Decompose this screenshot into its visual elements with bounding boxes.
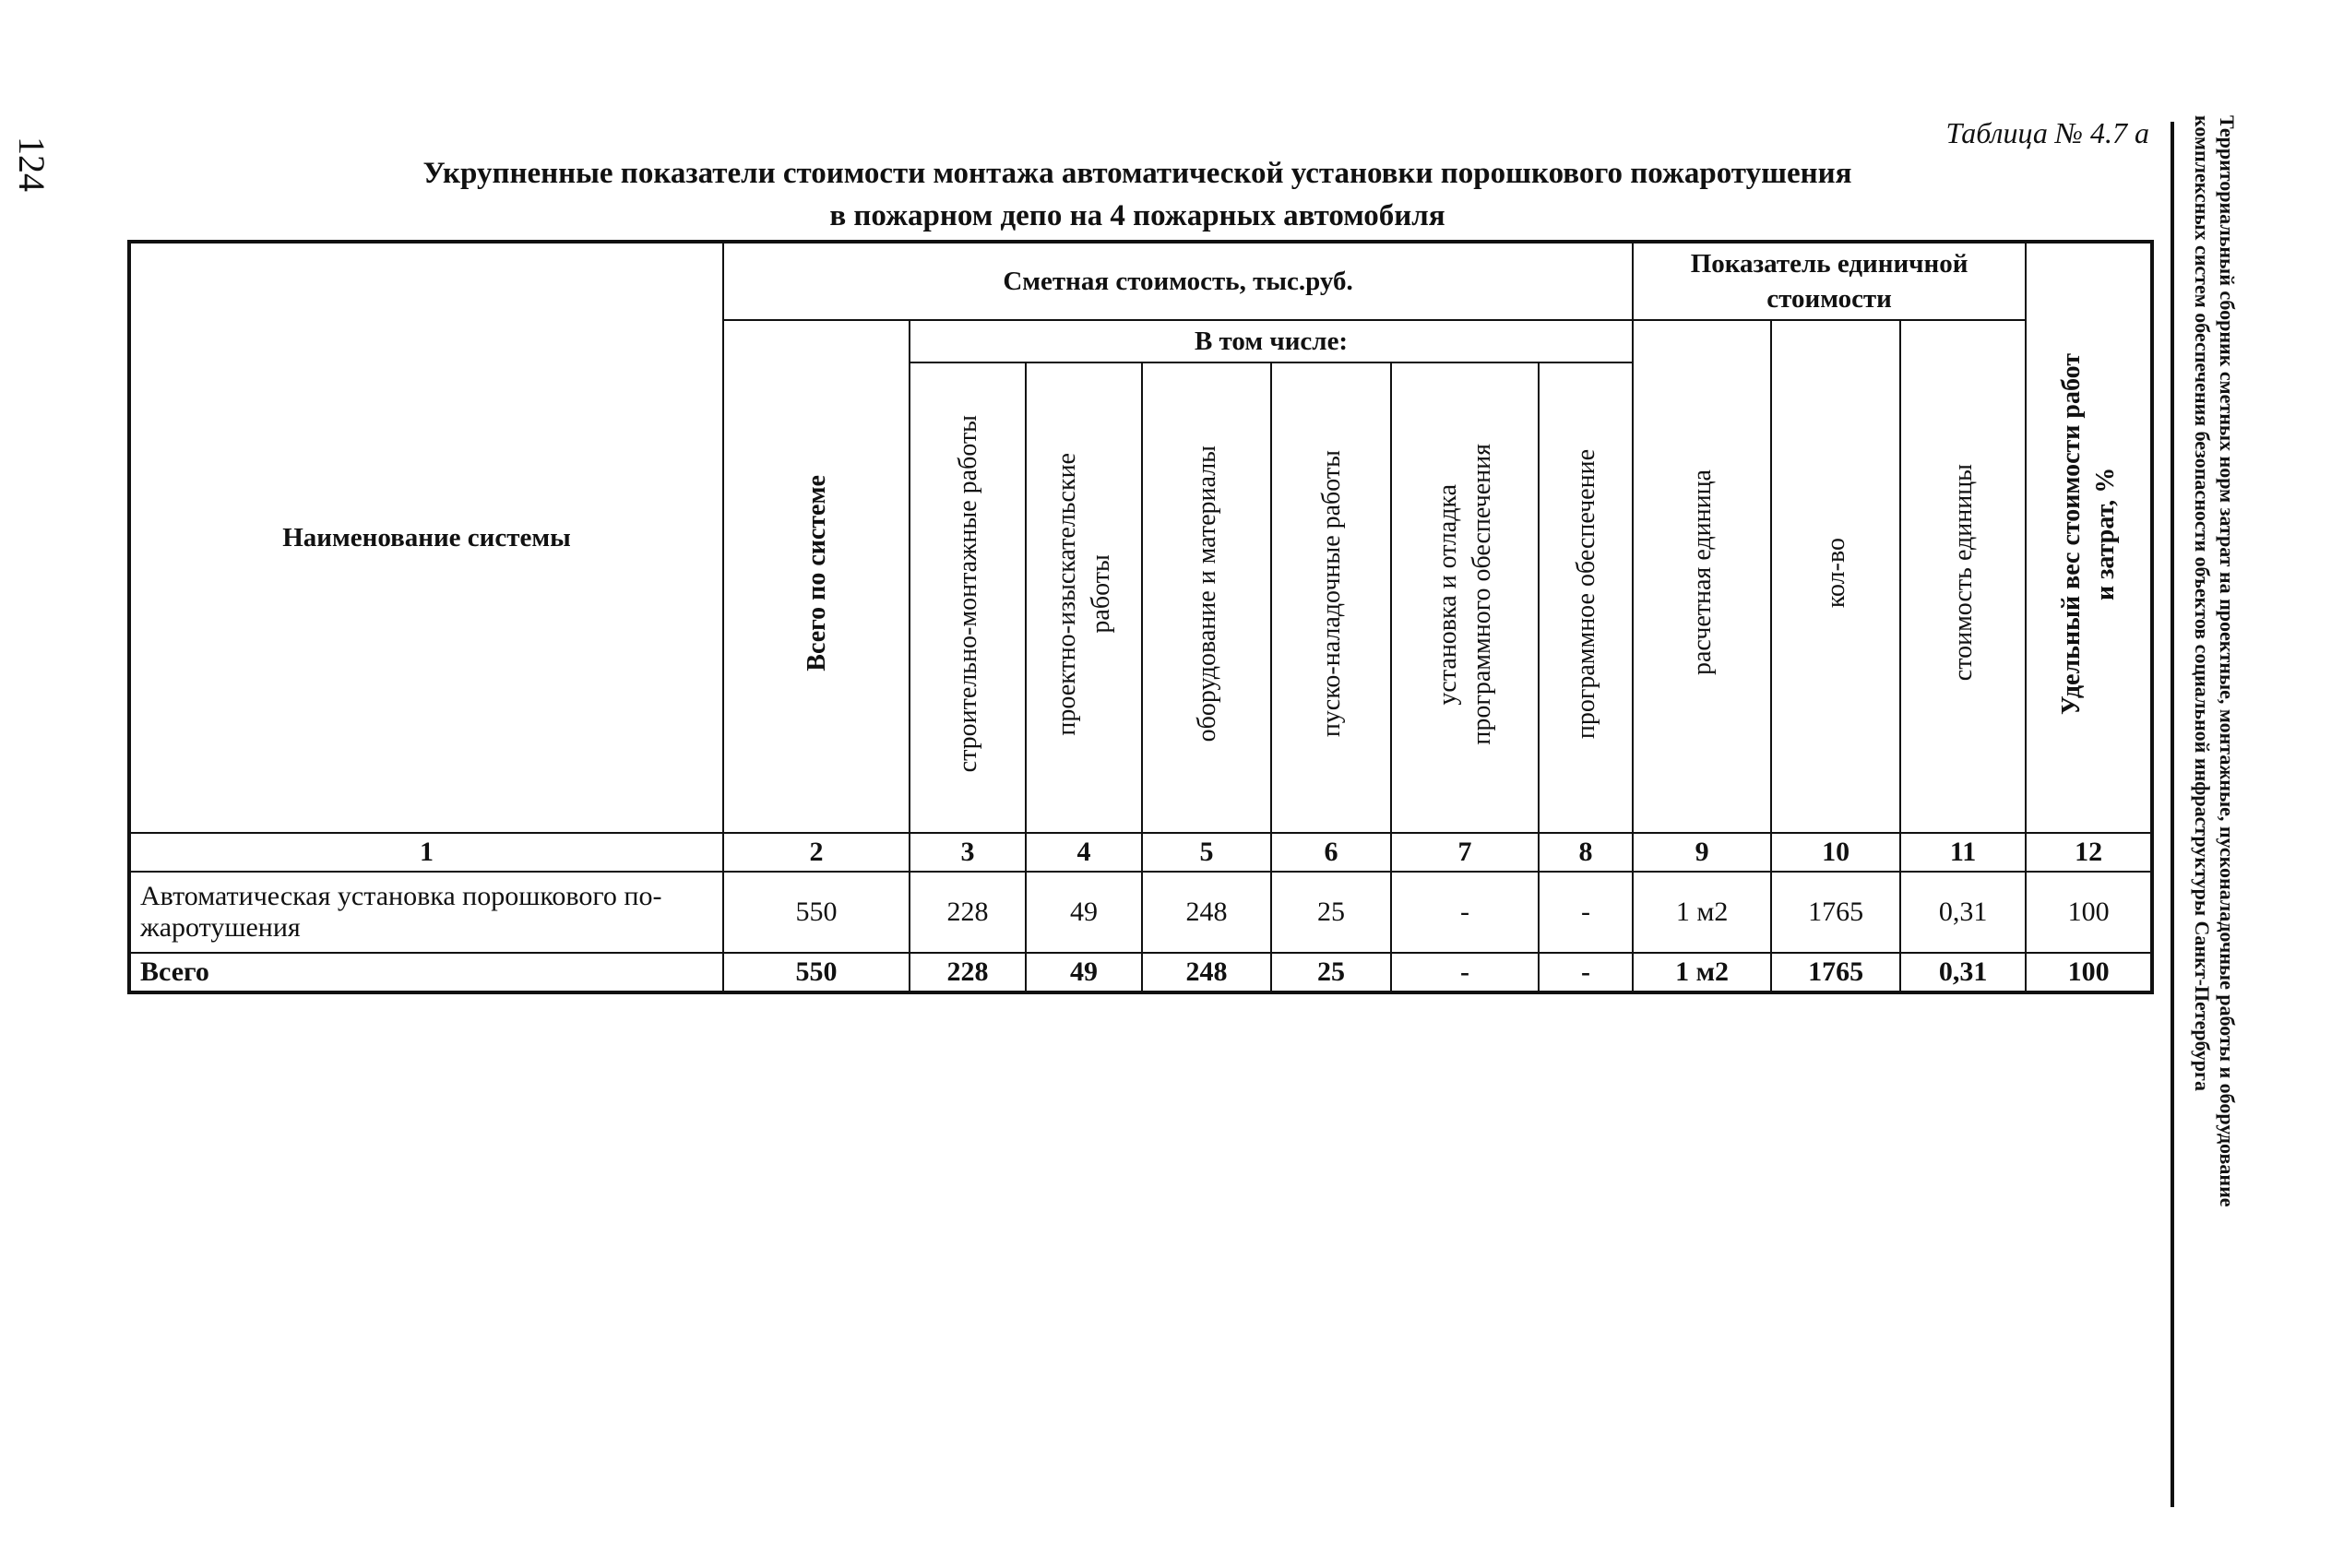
header-design-survey-line-2: работы — [1087, 554, 1115, 634]
total-cell: 550 — [723, 953, 910, 992]
title-line-2: в пожарном депо на 4 пожарных автомобиля — [829, 199, 1445, 232]
system-name-cell — [129, 872, 723, 953]
side-header — [2190, 115, 2240, 1471]
header-total-by-system-text: Всего по системе — [802, 474, 831, 671]
column-number: 4 — [1026, 833, 1142, 872]
table-cell: 25 — [1271, 872, 1391, 953]
header-software-setup-text — [1431, 444, 1499, 745]
column-number: 11 — [1900, 833, 2026, 872]
header-unit-indicator-line-1: Показатель единичной — [1690, 249, 1968, 279]
column-number: 9 — [1633, 833, 1771, 872]
header-unit-indicator — [1633, 242, 2026, 320]
header-unit-cost-text: стоимость единицы — [1948, 464, 1978, 682]
header-system-name: Наименование системы — [129, 242, 723, 833]
header-software-setup — [1391, 362, 1539, 833]
header-commissioning — [1271, 362, 1391, 833]
system-name-line-1: Автоматическая установка порошкового по- — [140, 881, 662, 911]
total-cell: 100 — [2026, 953, 2152, 992]
header-design-survey — [1026, 362, 1142, 833]
column-number: 3 — [910, 833, 1026, 872]
total-row — [129, 953, 2152, 992]
column-number: 7 — [1391, 833, 1539, 872]
total-cell: 49 — [1026, 953, 1142, 992]
header-row-1 — [129, 242, 2152, 320]
page-title — [127, 152, 2147, 237]
header-design-survey-text — [1050, 453, 1118, 736]
column-number: 5 — [1142, 833, 1271, 872]
side-header-line-2: комплексных систем обеспечения безопасности объектов социальной инфраструктуры Санкт-Петербурга — [2191, 115, 2214, 1091]
header-equipment-materials — [1142, 362, 1271, 833]
system-name-line-2: жаротушения — [140, 912, 301, 943]
cost-table — [127, 240, 2154, 994]
table-cell: 100 — [2026, 872, 2152, 953]
column-number: 1 — [129, 833, 723, 872]
page-number: 124 — [11, 137, 53, 192]
header-specific-weight-line-2: и затрат, % — [2091, 467, 2121, 601]
table-label: Таблица № 4.7 а — [1945, 116, 2149, 149]
side-rule — [2171, 122, 2174, 1507]
header-including: В том числе: — [910, 320, 1633, 362]
total-cell: - — [1391, 953, 1539, 992]
total-cell: - — [1539, 953, 1633, 992]
table-cell: 0,31 — [1900, 872, 2026, 953]
total-cell: 25 — [1271, 953, 1391, 992]
header-estimated-cost: Сметная стоимость, тыс.руб. — [723, 242, 1633, 320]
header-calc-unit-text: расчетная единица — [1687, 469, 1717, 676]
side-header-line-1: Территориальный сборник сметных норм затрат на проектные, монтажные, пусконаладочные работы и оборудование — [2216, 115, 2239, 1207]
header-specific-weight — [2026, 242, 2152, 833]
header-specific-weight-line-1: Удельный вес стоимости работ — [2057, 353, 2087, 715]
header-equipment-materials-text: оборудование и материалы — [1192, 445, 1221, 742]
total-cell: 0,31 — [1900, 953, 2026, 992]
header-software — [1539, 362, 1633, 833]
header-commissioning-text: пуско-наладочные работы — [1316, 450, 1346, 738]
table-cell: 49 — [1026, 872, 1142, 953]
header-construction-installation-text: строительно-монтажные работы — [953, 415, 982, 773]
header-unit-cost — [1900, 320, 2026, 833]
column-number: 12 — [2026, 833, 2152, 872]
header-unit-indicator-line-2: стоимости — [1766, 284, 1892, 314]
table-cell: 248 — [1142, 872, 1271, 953]
header-construction-installation — [910, 362, 1026, 833]
title-line-1: Укрупненные показатели стоимости монтажа автоматической установки порошкового пожаротушения — [422, 157, 1852, 190]
header-total-by-system — [723, 320, 910, 833]
header-software-text: программное обеспечение — [1571, 448, 1600, 740]
header-quantity — [1771, 320, 1900, 833]
column-number: 10 — [1771, 833, 1900, 872]
header-calc-unit — [1633, 320, 1771, 833]
header-software-setup-line-1: установка и отладка — [1433, 483, 1462, 705]
table-cell: - — [1539, 872, 1633, 953]
table-cell: 1 м2 — [1633, 872, 1771, 953]
header-specific-weight-text — [2054, 353, 2123, 715]
total-label: Всего — [129, 953, 723, 992]
total-cell: 248 — [1142, 953, 1271, 992]
table-cell: 550 — [723, 872, 910, 953]
total-cell: 1 м2 — [1633, 953, 1771, 992]
header-software-setup-line-2: программного обеспечения — [1468, 443, 1496, 745]
header-quantity-text: кол-во — [1821, 537, 1850, 609]
table-cell: 1765 — [1771, 872, 1900, 953]
total-cell: 228 — [910, 953, 1026, 992]
total-cell: 1765 — [1771, 953, 1900, 992]
table-cell: - — [1391, 872, 1539, 953]
column-number: 2 — [723, 833, 910, 872]
column-number: 8 — [1539, 833, 1633, 872]
column-number: 6 — [1271, 833, 1391, 872]
table-cell: 228 — [910, 872, 1026, 953]
header-design-survey-line-1: проектно-изыскательские — [1053, 452, 1081, 736]
column-number-row — [129, 833, 2152, 872]
table-row — [129, 872, 2152, 953]
